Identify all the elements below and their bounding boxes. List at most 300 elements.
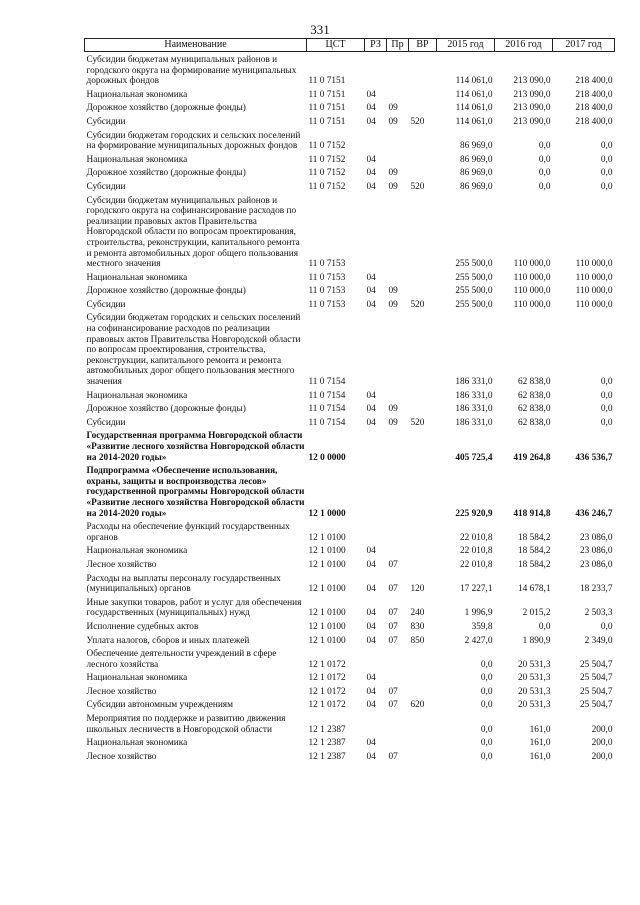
row-2015: 86 969,0: [459, 168, 493, 179]
row-2016: 418 914,8: [513, 508, 551, 519]
row-vr: [409, 543, 437, 557]
row-vr: [409, 519, 437, 543]
row-2016: 213 090,0: [513, 89, 551, 100]
row-rz: 04: [366, 116, 376, 127]
row-2016: 161,0: [529, 751, 551, 762]
row-vr: [409, 684, 437, 698]
table-row: [85, 193, 615, 270]
row-2017: 0,0: [600, 417, 613, 428]
row-2016: 18 584,2: [517, 546, 551, 557]
row-cst: 11 0 7154: [308, 417, 346, 428]
row-vr: [409, 128, 437, 152]
row-cst: 12 1 0100: [308, 608, 346, 619]
row-2017: 110 000,0: [575, 259, 613, 270]
row-2017: 436 246,7: [575, 508, 613, 519]
row-2017: 0,0: [600, 181, 613, 192]
row-2017: 2 503,3: [584, 608, 613, 619]
table-row: [85, 415, 615, 429]
row-pr: 07: [388, 700, 398, 711]
row-pr: [387, 128, 409, 152]
row-2015: 186 331,0: [455, 404, 493, 415]
row-rz: 04: [366, 621, 376, 632]
header-2015: 2015 год: [437, 39, 495, 52]
row-2017: 110 000,0: [575, 299, 613, 310]
row-vr: [409, 152, 437, 166]
row-pr: 07: [388, 608, 398, 619]
row-name: Дорожное хозяйство (дорожные фонды): [86, 286, 246, 297]
table-row: [85, 463, 615, 519]
row-vr: [409, 401, 437, 415]
row-2016: 161,0: [529, 738, 551, 749]
row-vr: 520: [410, 181, 425, 192]
row-cst: 11 0 7153: [308, 299, 346, 310]
row-name: Национальная экономика: [86, 272, 188, 283]
row-2015: 0,0: [480, 673, 493, 684]
row-vr: 850: [410, 635, 425, 646]
row-cst: 12 1 0100: [308, 584, 346, 595]
row-2015: 114 061,0: [455, 116, 493, 127]
row-rz: 04: [366, 559, 376, 570]
row-cst: 11 0 7152: [308, 141, 346, 152]
table-row: [85, 571, 615, 595]
budget-table: [84, 38, 615, 762]
row-vr: [409, 463, 437, 519]
table-row: [85, 165, 615, 179]
row-2016: 20 531,3: [517, 673, 551, 684]
row-pr: [387, 52, 409, 87]
row-name: Государственная программа Новгородской области «Развитие лесного хозяйства Новгородской области на 2014-2020 годы»: [86, 431, 305, 463]
row-rz: [365, 519, 387, 543]
header-2017: 2017 год: [553, 39, 615, 52]
row-2017: 25 504,7: [579, 659, 613, 670]
row-2015: 1 996,9: [464, 608, 493, 619]
row-cst: 12 1 0100: [308, 532, 346, 543]
row-rz: 04: [366, 673, 376, 684]
row-2015: 86 969,0: [459, 141, 493, 152]
row-2017: 0,0: [600, 390, 613, 401]
table-row: [85, 179, 615, 193]
row-rz: [365, 193, 387, 270]
row-cst: 11 0 7153: [308, 272, 346, 283]
row-2017: 218 400,0: [575, 89, 613, 100]
row-cst: 11 0 7153: [308, 259, 346, 270]
row-name: Субсидии автономным учреждениям: [86, 700, 233, 711]
row-vr: [409, 646, 437, 670]
row-2017: 25 504,7: [579, 673, 613, 684]
row-name: Исполнение судебных актов: [86, 621, 199, 632]
row-name: Национальная экономика: [86, 546, 188, 557]
table-row: [85, 557, 615, 571]
table-row: [85, 735, 615, 749]
row-cst: 12 1 0100: [308, 635, 346, 646]
row-rz: [365, 428, 387, 463]
row-2017: 218 400,0: [575, 76, 613, 87]
row-2016: 0,0: [538, 621, 551, 632]
row-rz: 04: [366, 751, 376, 762]
row-cst: 11 0 7152: [308, 154, 346, 165]
row-2015: 255 500,0: [455, 259, 493, 270]
row-2016: 213 090,0: [513, 76, 551, 87]
row-rz: 04: [366, 286, 376, 297]
row-rz: 04: [366, 404, 376, 415]
row-2017: 200,0: [591, 751, 613, 762]
row-cst: 12 1 2387: [308, 738, 346, 749]
row-2017: 0,0: [600, 154, 613, 165]
row-cst: 12 1 0172: [308, 673, 346, 684]
row-pr: 07: [388, 621, 398, 632]
table-row: [85, 283, 615, 297]
row-name: Дорожное хозяйство (дорожные фонды): [86, 168, 246, 179]
row-rz: 04: [366, 700, 376, 711]
row-pr: [387, 428, 409, 463]
row-cst: 11 0 7151: [308, 116, 346, 127]
table-row: [85, 100, 615, 114]
row-name: Национальная экономика: [86, 89, 188, 100]
row-vr: 520: [410, 299, 425, 310]
table-row: [85, 401, 615, 415]
table-row: [85, 670, 615, 684]
row-2017: 23 086,0: [579, 532, 613, 543]
row-pr: 07: [388, 584, 398, 595]
row-rz: [365, 646, 387, 670]
row-cst: 12 1 0172: [308, 686, 346, 697]
row-pr: 09: [388, 286, 398, 297]
row-2015: 114 061,0: [455, 76, 493, 87]
row-vr: [409, 711, 437, 735]
row-name: Обеспечение деятельности учреждений в сфере лесного хозяйства: [86, 649, 277, 670]
row-2016: 0,0: [538, 141, 551, 152]
row-name: Национальная экономика: [86, 390, 188, 401]
row-rz: 04: [366, 272, 376, 283]
row-2015: 186 331,0: [455, 377, 493, 388]
row-2017: 0,0: [600, 621, 613, 632]
row-vr: [409, 165, 437, 179]
row-rz: 04: [366, 390, 376, 401]
row-2016: 110 000,0: [513, 286, 551, 297]
row-2017: 2 349,0: [584, 635, 613, 646]
table-header-row: [85, 39, 615, 52]
row-2015: 22 010,8: [459, 546, 493, 557]
row-2015: 2 427,0: [464, 635, 493, 646]
table-row: [85, 128, 615, 152]
row-2016: 213 090,0: [513, 103, 551, 114]
table-row: [85, 87, 615, 101]
row-pr: [387, 735, 409, 749]
row-vr: [409, 193, 437, 270]
table-row: [85, 428, 615, 463]
row-name: Субсидии бюджетам муниципальных районов и городского округа на софинансирование расходов по реализации правовых актов Правительства Новгородской области по вопросам проектирования, строительства, реконструкции, капитального ремонта и ремонта автомобильных дорог общего пользования местного значения: [86, 195, 300, 270]
row-vr: [409, 388, 437, 402]
row-name: Субсидии бюджетам муниципальных районов и городского округа на формирование муниципальных дорожных фондов: [86, 55, 297, 87]
row-vr: [409, 100, 437, 114]
row-rz: [365, 128, 387, 152]
row-pr: 09: [388, 404, 398, 415]
row-2017: 200,0: [591, 724, 613, 735]
row-pr: [387, 463, 409, 519]
row-cst: 12 1 0172: [308, 659, 346, 670]
row-2017: 110 000,0: [575, 286, 613, 297]
row-2017: 18 233,7: [579, 584, 613, 595]
row-name: Иные закупки товаров, работ и услуг для обеспечения государственных (муниципальных) нужд: [86, 597, 302, 619]
row-2016: 62 838,0: [517, 377, 551, 388]
row-cst: 12 1 0100: [308, 621, 346, 632]
row-name: Субсидии бюджетам городских и сельских поселений на софинансирование расходов по реализации правовых актов Правительства Новгородской области по вопросам проектирования, строительства, реконструкции, капитального ремонта и ремонта автомобильных дорог общего пользования местного значения: [86, 313, 301, 388]
row-cst: 11 0 7154: [308, 404, 346, 415]
header-name: Наименование: [85, 39, 307, 52]
row-2015: 225 920,9: [455, 508, 493, 519]
row-2015: 0,0: [480, 751, 493, 762]
row-name: Лесное хозяйство: [86, 686, 157, 697]
row-pr: 09: [388, 116, 398, 127]
row-pr: [387, 193, 409, 270]
row-2017: 23 086,0: [579, 546, 613, 557]
row-2015: 186 331,0: [455, 417, 493, 428]
header-pr: Пр: [387, 39, 409, 52]
row-cst: 11 0 7151: [308, 103, 346, 114]
row-pr: 09: [388, 417, 398, 428]
row-pr: [387, 310, 409, 387]
row-vr: 120: [410, 584, 425, 595]
row-rz: [365, 463, 387, 519]
row-name: Дорожное хозяйство (дорожные фонды): [86, 103, 246, 114]
row-name: Субсидии: [86, 116, 126, 127]
row-2015: 0,0: [480, 700, 493, 711]
row-2017: 110 000,0: [575, 272, 613, 283]
row-2016: 0,0: [538, 154, 551, 165]
row-name: Субсидии: [86, 181, 126, 192]
row-name: Дорожное хозяйство (дорожные фонды): [86, 404, 246, 415]
table-row: [85, 114, 615, 128]
row-rz: 04: [366, 417, 376, 428]
row-pr: [387, 543, 409, 557]
row-rz: 04: [366, 686, 376, 697]
table-row: [85, 152, 615, 166]
header-2016: 2016 год: [495, 39, 553, 52]
table-row: [85, 697, 615, 711]
row-vr: [409, 87, 437, 101]
row-2017: 0,0: [600, 168, 613, 179]
row-pr: 07: [388, 686, 398, 697]
row-2016: 1 890,9: [522, 635, 551, 646]
row-name: Подпрограмма «Обеспечение использования, охраны, защиты и воспроизводства лесов» государственной программы Новгородской области «Развитие лесного хозяйства Новгородской области на 2014-2020 годы»: [86, 466, 305, 519]
row-pr: 07: [388, 559, 398, 570]
table-row: [85, 711, 615, 735]
row-name: Субсидии бюджетам городских и сельских поселений на формирование муниципальных дорожных фондов: [86, 130, 301, 152]
row-vr: 520: [410, 417, 425, 428]
row-name: Расходы на выплаты персоналу государственных (муниципальных) органов: [86, 573, 281, 595]
row-pr: [387, 670, 409, 684]
row-2015: 86 969,0: [459, 154, 493, 165]
row-2016: 0,0: [538, 168, 551, 179]
row-pr: [387, 87, 409, 101]
table-row: [85, 646, 615, 670]
table-row: [85, 633, 615, 647]
row-cst: 12 1 0100: [308, 559, 346, 570]
row-2015: 255 500,0: [455, 272, 493, 283]
row-vr: [409, 310, 437, 387]
row-vr: [409, 283, 437, 297]
row-2015: 114 061,0: [455, 89, 493, 100]
row-cst: 11 0 7151: [308, 76, 346, 87]
row-name: Национальная экономика: [86, 738, 188, 749]
row-rz: 04: [366, 546, 376, 557]
row-rz: [365, 310, 387, 387]
row-2016: 18 584,2: [517, 532, 551, 543]
row-vr: 620: [410, 700, 425, 711]
table-body: [85, 52, 615, 763]
row-cst: 11 0 7154: [308, 377, 346, 388]
row-2016: 62 838,0: [517, 417, 551, 428]
table-row: [85, 310, 615, 387]
row-name: Национальная экономика: [86, 673, 188, 684]
row-2015: 255 500,0: [455, 299, 493, 310]
row-name: Субсидии: [86, 417, 126, 428]
page-number: 331: [310, 22, 330, 37]
row-cst: 11 0 7154: [308, 390, 346, 401]
row-name: Лесное хозяйство: [86, 559, 157, 570]
row-2017: 436 536,7: [575, 452, 613, 463]
row-2015: 359,8: [471, 621, 493, 632]
row-2017: 0,0: [600, 141, 613, 152]
row-cst: 11 0 7152: [308, 168, 346, 179]
row-2017: 23 086,0: [579, 559, 613, 570]
row-vr: [409, 735, 437, 749]
row-cst: 11 0 7152: [308, 181, 346, 192]
row-2016: 20 531,3: [517, 659, 551, 670]
row-2017: 218 400,0: [575, 116, 613, 127]
row-2016: 18 584,2: [517, 559, 551, 570]
row-2015: 17 227,1: [459, 584, 493, 595]
row-2017: 25 504,7: [579, 700, 613, 711]
row-pr: 09: [388, 103, 398, 114]
table-row: [85, 595, 615, 619]
row-2016: 2 015,2: [522, 608, 551, 619]
row-2017: 0,0: [600, 377, 613, 388]
row-2015: 22 010,8: [459, 532, 493, 543]
row-2017: 25 504,7: [579, 686, 613, 697]
row-name: Уплата налогов, сборов и иных платежей: [86, 635, 250, 646]
row-vr: [409, 749, 437, 763]
row-pr: [387, 152, 409, 166]
row-2015: 405 725,4: [455, 452, 493, 463]
row-2016: 213 090,0: [513, 116, 551, 127]
row-cst: 12 0 0000: [308, 452, 346, 463]
row-rz: 04: [366, 584, 376, 595]
row-rz: 04: [366, 103, 376, 114]
row-cst: 12 1 0000: [308, 508, 346, 519]
row-pr: [387, 388, 409, 402]
row-pr: 07: [388, 635, 398, 646]
row-cst: 11 0 7151: [308, 89, 346, 100]
row-pr: 07: [388, 751, 398, 762]
row-pr: [387, 646, 409, 670]
row-2015: 255 500,0: [455, 286, 493, 297]
row-2016: 110 000,0: [513, 299, 551, 310]
row-rz: [365, 52, 387, 87]
row-cst: 11 0 7153: [308, 286, 346, 297]
row-2015: 22 010,8: [459, 559, 493, 570]
row-name: Расходы на обеспечение функций государственных органов: [86, 522, 290, 543]
row-pr: [387, 711, 409, 735]
row-pr: 09: [388, 181, 398, 192]
row-vr: [409, 670, 437, 684]
row-vr: [409, 270, 437, 284]
row-2017: 0,0: [600, 404, 613, 415]
row-vr: [409, 557, 437, 571]
row-rz: [365, 711, 387, 735]
row-name: Национальная экономика: [86, 154, 188, 165]
row-rz: 04: [366, 154, 376, 165]
row-2015: 86 969,0: [459, 181, 493, 192]
row-rz: 04: [366, 299, 376, 310]
row-2015: 0,0: [480, 686, 493, 697]
table-row: [85, 388, 615, 402]
row-rz: 04: [366, 738, 376, 749]
row-pr: 09: [388, 168, 398, 179]
row-pr: [387, 519, 409, 543]
row-vr: [409, 428, 437, 463]
row-vr: [409, 52, 437, 87]
row-2016: 110 000,0: [513, 259, 551, 270]
row-rz: 04: [366, 168, 376, 179]
row-2016: 110 000,0: [513, 272, 551, 283]
row-cst: 12 1 0172: [308, 700, 346, 711]
table-row: [85, 619, 615, 633]
row-name: Лесное хозяйство: [86, 751, 157, 762]
row-2017: 218 400,0: [575, 103, 613, 114]
row-2016: 20 531,3: [517, 686, 551, 697]
row-vr: 240: [410, 608, 425, 619]
row-2015: 0,0: [480, 738, 493, 749]
row-2015: 186 331,0: [455, 390, 493, 401]
row-2016: 62 838,0: [517, 404, 551, 415]
row-2016: 419 264,8: [513, 452, 551, 463]
row-pr: 09: [388, 299, 398, 310]
row-2016: 14 678,1: [517, 584, 551, 595]
row-cst: 12 1 0100: [308, 546, 346, 557]
row-name: Мероприятия по поддержке и развитию движения школьных лесничеств в Новгородской области: [86, 714, 286, 735]
row-2016: 161,0: [529, 724, 551, 735]
table-row: [85, 749, 615, 763]
row-cst: 12 1 2387: [308, 751, 346, 762]
header-cst: ЦСТ: [307, 39, 365, 52]
header-vr: ВР: [409, 39, 437, 52]
table-row: [85, 297, 615, 311]
row-2015: 0,0: [480, 724, 493, 735]
row-2015: 114 061,0: [455, 103, 493, 114]
row-vr: 830: [410, 621, 425, 632]
row-rz: 04: [366, 635, 376, 646]
row-2016: 62 838,0: [517, 390, 551, 401]
row-2016: 0,0: [538, 181, 551, 192]
row-pr: [387, 270, 409, 284]
table-row: [85, 270, 615, 284]
row-rz: 04: [366, 89, 376, 100]
row-vr: 520: [410, 116, 425, 127]
table-row: [85, 543, 615, 557]
row-rz: 04: [366, 608, 376, 619]
table-row: [85, 519, 615, 543]
row-2017: 200,0: [591, 738, 613, 749]
row-rz: 04: [366, 181, 376, 192]
row-cst: 12 1 2387: [308, 724, 346, 735]
row-2016: 20 531,3: [517, 700, 551, 711]
header-rz: РЗ: [365, 39, 387, 52]
table-row: [85, 52, 615, 87]
table-row: [85, 684, 615, 698]
row-2015: 0,0: [480, 659, 493, 670]
row-name: Субсидии: [86, 299, 126, 310]
